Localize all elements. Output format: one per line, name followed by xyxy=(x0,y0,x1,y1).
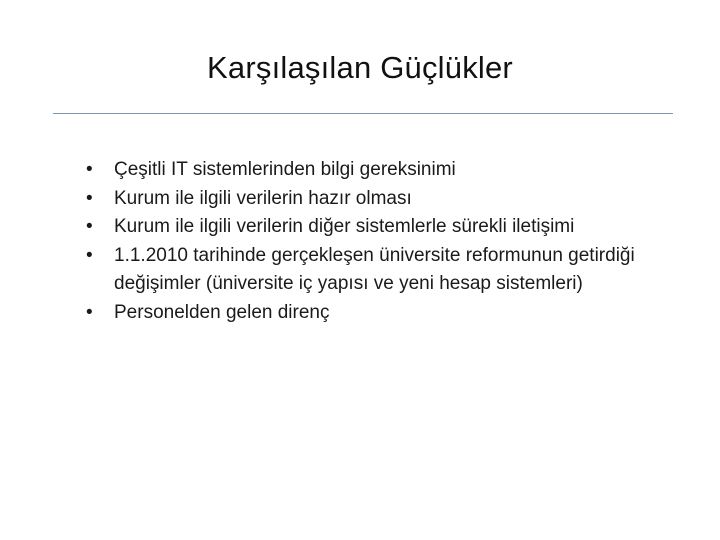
bullet-list xyxy=(86,156,666,327)
bullet-item xyxy=(86,213,666,242)
bullet-item xyxy=(86,299,666,328)
bullet-text: Personelden gelen direnç xyxy=(114,301,330,323)
slide-title: Karşılaşılan Güçlükler xyxy=(207,50,513,85)
bullet-icon: • xyxy=(86,187,93,209)
bullet-icon: • xyxy=(86,244,93,266)
bullet-text: Çeşitli IT sistemlerinden bilgi gereksinimi xyxy=(114,159,456,180)
bullet-item xyxy=(86,185,666,214)
bullet-icon: • xyxy=(86,301,93,323)
bullet-text: Kurum ile ilgili verilerin diğer sistemlerle sürekli iletişimi xyxy=(114,216,575,237)
bullet-icon: • xyxy=(86,159,93,180)
bullet-text: 1.1.2010 tarihinde gerçekleşen üniversite reformunun getirdiği değişimler (üniversite iç yapısı ve yeni hesap sistemleri) xyxy=(114,244,635,294)
bullet-item xyxy=(86,156,666,185)
bullet-icon: • xyxy=(86,216,93,237)
bullet-text: Kurum ile ilgili verilerin hazır olması xyxy=(114,187,412,209)
bullet-item xyxy=(86,242,666,299)
title-divider xyxy=(53,113,673,114)
